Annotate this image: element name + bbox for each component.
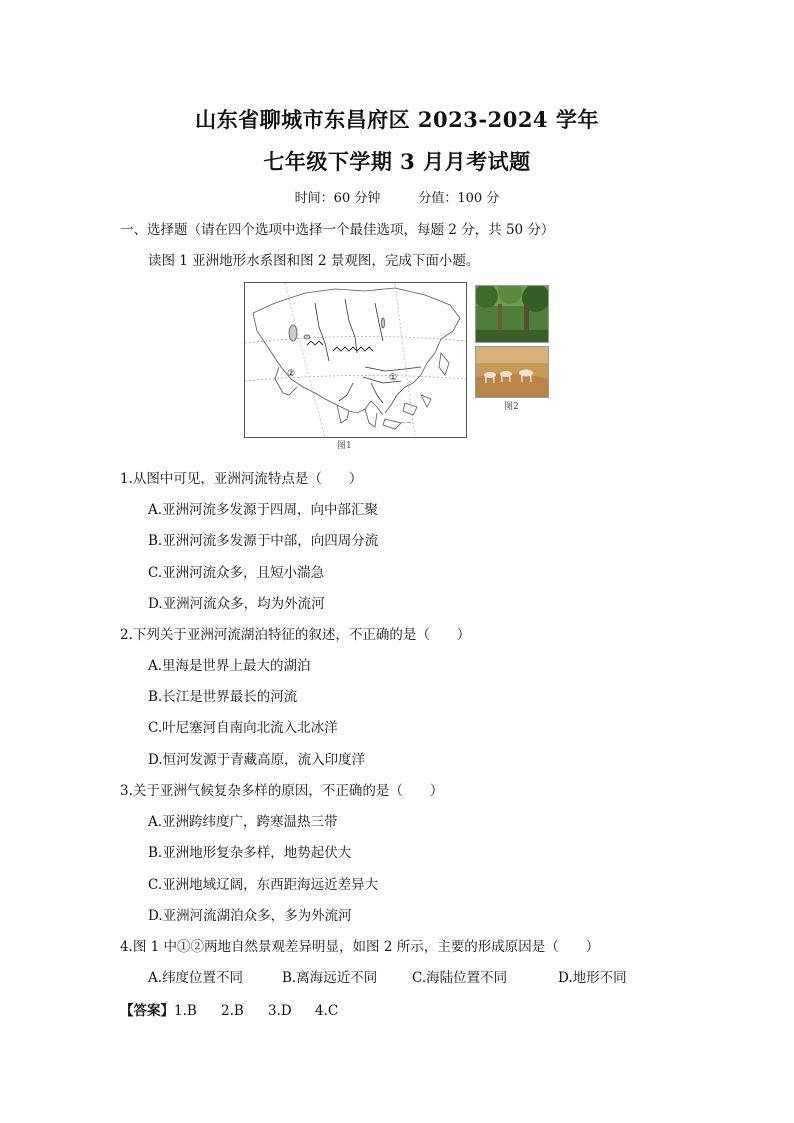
question-4-option-b: B.离海远近不同 [282,970,378,986]
question-2-option-c: C.叶尼塞河自南向北流入北冰洋 [148,720,338,736]
question-3-option-a: A.亚洲跨纬度广，跨寒温热三带 [148,814,338,830]
question-2-option-b: B.长江是世界最长的河流 [148,689,298,705]
map-marker-2: ② [287,369,296,379]
section-heading: 一、选择题（请在四个选项中选择一个最佳选项，每题 2 分，共 50 分） [120,222,555,238]
question-2-option-d: D.恒河发源于青藏高原，流入印度洋 [148,752,366,768]
page-title-line2: 七年级下学期 3 月月考试题 [263,149,531,174]
question-4-option-c: C.海陆位置不同 [412,970,508,986]
question-4-option-d: D.地形不同 [558,970,627,986]
asia-map-drawing [245,283,466,437]
question-4-option-a: A.纬度位置不同 [148,970,244,986]
question-3-option-d: D.亚洲河流湖泊众多，多为外流河 [148,908,352,924]
map-marker-1: ① [389,373,398,383]
desert-image [476,347,548,397]
asia-map-figure [244,282,467,438]
rainforest-image [476,286,548,342]
answer-2: 2.B [221,1003,244,1019]
exam-time: 时间：60 分钟 [294,191,381,206]
answer-key [120,999,338,1019]
page-title-line1: 山东省聊城市东昌府区 2023-2024 学年 [195,107,599,132]
question-2-option-a: A.里海是世界上最大的湖泊 [148,658,311,674]
desert-camel-photo [475,346,549,398]
fig1-caption: 图1 [337,441,352,451]
question-1-option-a: A.亚洲河流多发源于四周，向中部汇聚 [148,502,379,518]
section-instruction: 读图 1 亚洲地形水系图和图 2 景观图，完成下面小题。 [148,253,480,269]
answer-label: 【答案】 [120,1003,174,1019]
answer-3: 3.D [268,1003,292,1019]
question-1-stem: 1.从图中可见，亚洲河流特点是（ ） [120,471,363,487]
question-4-options [148,966,627,986]
question-4-stem: 4.图 1 中①②两地自然景观差异明显，如图 2 所示，主要的形成原因是（ ） [120,939,600,955]
svg-text:~~: ~~ [400,419,412,427]
answer-4: 4.C [315,1003,339,1019]
question-3-option-b: B.亚洲地形复杂多样，地势起伏大 [148,845,352,861]
question-3-stem: 3.关于亚洲气候复杂多样的原因，不正确的是（ ） [120,783,444,799]
answer-1: 1.B [174,1003,197,1019]
question-2-stem: 2.下列关于亚洲河流湖泊特征的叙述，不正确的是（ ） [120,627,471,643]
question-1-option-b: B.亚洲河流多发源于中部，向四周分流 [148,533,379,549]
question-1-option-c: C.亚洲河流众多，且短小湍急 [148,565,325,581]
exam-score: 分值：100 分 [418,191,500,206]
question-1-option-d: D.亚洲河流众多，均为外流河 [148,596,325,612]
rainforest-photo [475,285,549,343]
fig2-caption: 图2 [504,402,519,412]
question-3-option-c: C.亚洲地域辽阔，东西距海远近差异大 [148,877,379,893]
exam-meta [0,187,794,206]
